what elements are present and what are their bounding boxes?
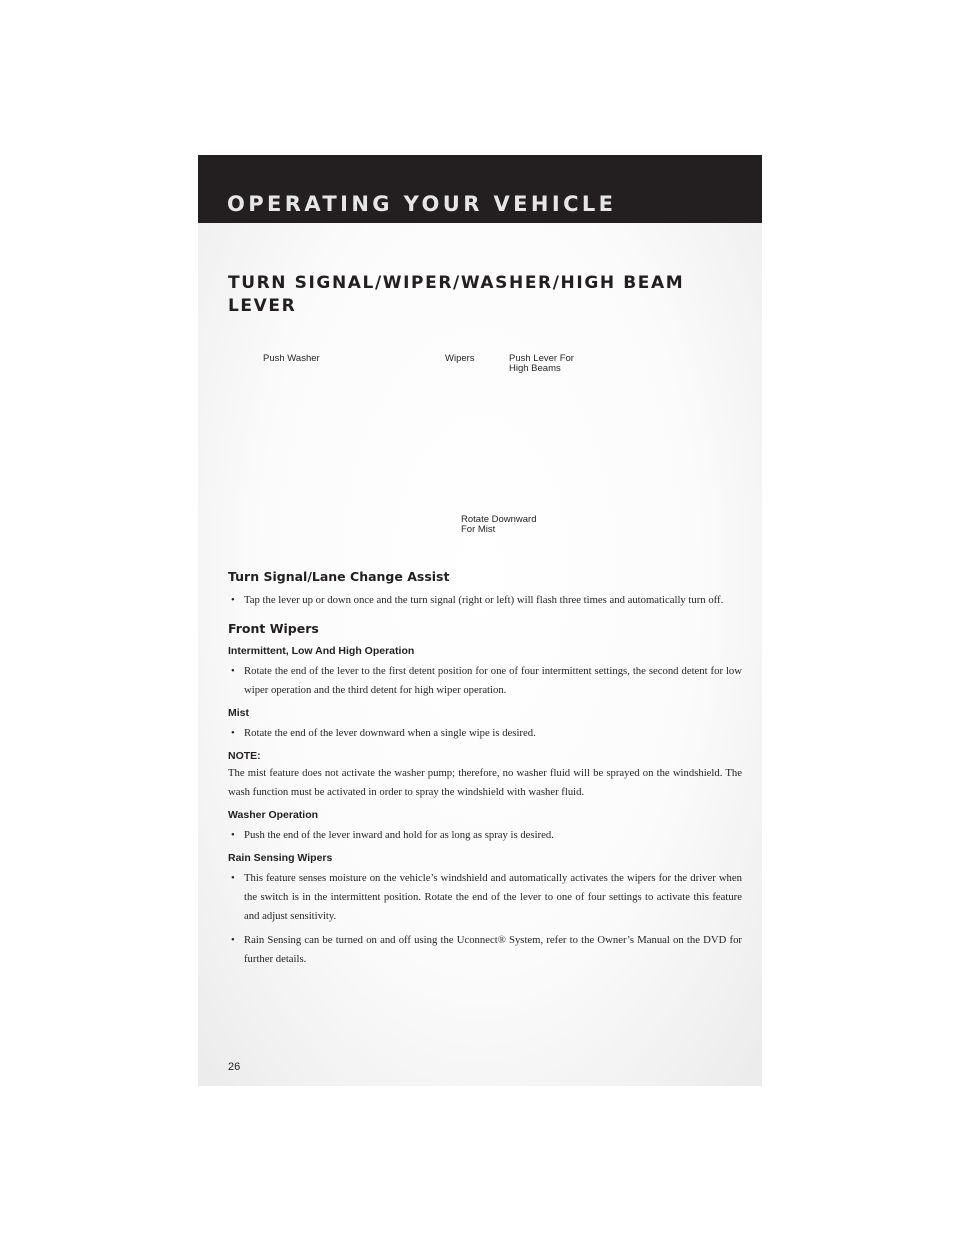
bullet-dot: • (231, 934, 235, 946)
bullet-dot: • (231, 594, 235, 606)
page-title: TURN SIGNAL/WIPER/WASHER/HIGH BEAM LEVER (228, 273, 685, 316)
list-item (228, 591, 742, 610)
figure-label-push-washer: Push Washer (263, 353, 320, 364)
figure-label-push-lever-high-beams: Push Lever For High Beams (509, 353, 574, 374)
list-item (228, 931, 742, 969)
bullet-dot: • (231, 727, 235, 739)
bullet-text: Rain Sensing can be turned on and off using the Uconnect® System, refer to the Owner’s Manual on the DVD for further details. (244, 934, 742, 965)
bullet-text: Rotate the end of the lever to the first detent position for one of four intermittent settings, the second detent for low wiper operation and the third detent for high wiper operation. (244, 665, 742, 696)
heading-turn-signal: Turn Signal/Lane Change Assist (228, 569, 450, 584)
heading-intermittent: Intermittent, Low And High Operation (228, 645, 415, 657)
manual-page (198, 155, 762, 1086)
heading-rain-sensing: Rain Sensing Wipers (228, 852, 333, 864)
bullet-text: This feature senses moisture on the vehicle’s windshield and automatically activates the wipers for the driver when the switch is in the intermittent position. Rotate the end of the lever to one of four settings to activate this feature and adjust sensitivity. (244, 872, 742, 922)
heading-mist: Mist (228, 707, 249, 719)
list-item (228, 724, 742, 743)
note-label: NOTE: (228, 750, 261, 762)
heading-washer-operation: Washer Operation (228, 809, 319, 821)
note-text: The mist feature does not activate the washer pump; therefore, no washer fluid will be sprayed on the windshield. The wash function must be activated in order to spray the windshield with washer fluid. (228, 767, 742, 798)
section-header-bar (198, 155, 762, 223)
figure-label-rotate-downward: Rotate Downward For Mist (461, 514, 537, 535)
list-item (228, 869, 742, 926)
list-item (228, 826, 742, 845)
bullet-text: Rotate the end of the lever downward when a single wipe is desired. (244, 727, 536, 739)
list-item (228, 662, 742, 700)
body-content (228, 568, 742, 974)
bullet-dot: • (231, 872, 235, 884)
section-header-title: OPERATING YOUR VEHICLE (227, 192, 617, 216)
bullet-dot: • (231, 665, 235, 677)
figure-label-wipers: Wipers (445, 353, 475, 364)
bullet-dot: • (231, 829, 235, 841)
bullet-text: Tap the lever up or down once and the turn signal (right or left) will flash three times and automatically turn off. (244, 594, 724, 606)
page-number: 26 (228, 1061, 241, 1073)
bullet-text: Push the end of the lever inward and hold for as long as spray is desired. (244, 829, 554, 841)
heading-front-wipers: Front Wipers (228, 621, 319, 636)
